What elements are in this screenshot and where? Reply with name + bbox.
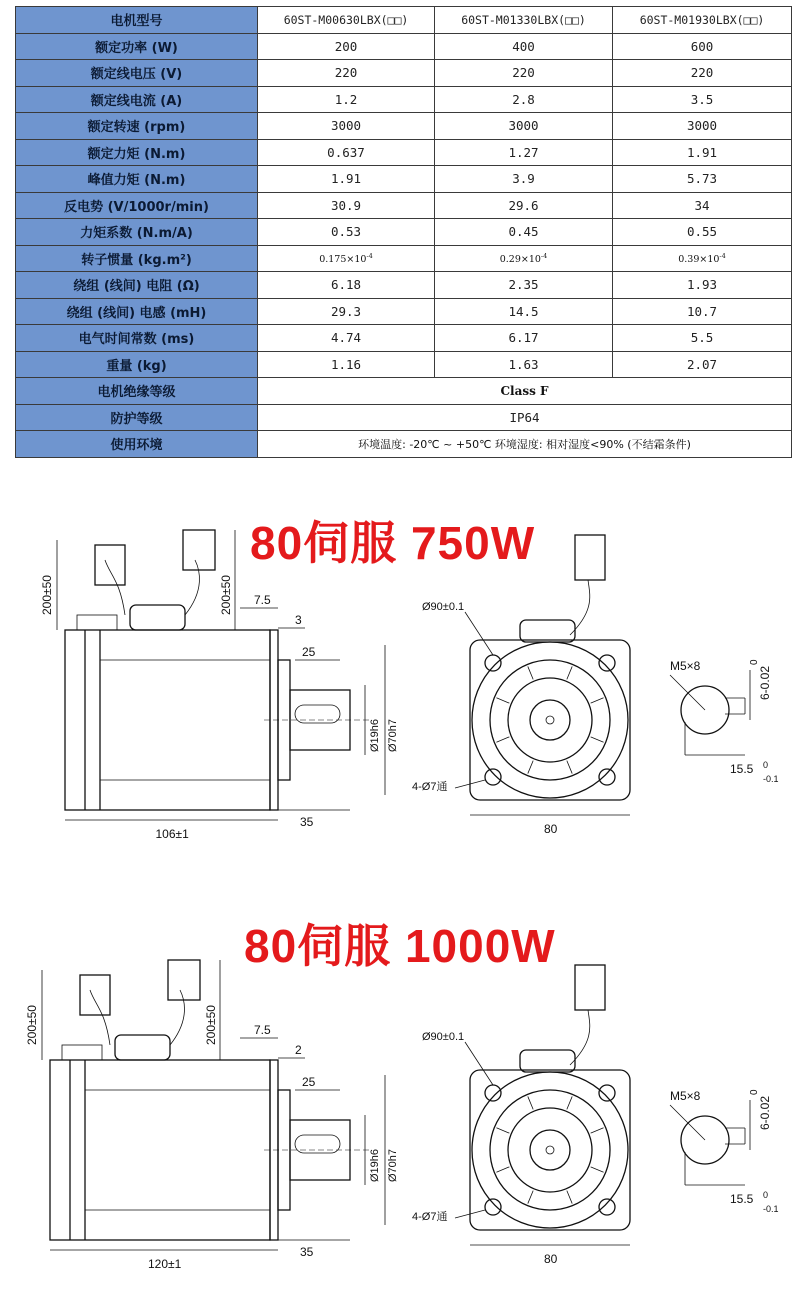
dim-key-h: 15.5 [730,762,754,776]
rib [591,1128,604,1133]
dim-key-h-lower: -0.1 [763,1204,779,1214]
row-label: 额定力矩 (N.m) [16,139,258,166]
header-label: 电机型号 [16,7,258,34]
rib [496,698,509,703]
table-cell: 1.91 [258,166,435,193]
row-label: 转子惯量 (kg.m²) [16,245,258,272]
leader [465,1042,493,1085]
motor-body [50,1060,270,1240]
mount-hole [485,769,501,785]
dim-square: 80 [544,822,558,836]
dim-shaft-dia: Ø19h6 [369,718,381,752]
connector-housing [130,605,185,630]
dim-key-len: 25 [302,1075,316,1089]
table-cell: 3.9 [435,166,613,193]
dim-key-h-upper: 0 [763,1190,769,1200]
table-row [16,60,792,87]
table-row [16,139,792,166]
dim-shaft-len: 35 [300,815,314,829]
table-cell: 600 [613,33,792,60]
table-cell: $0.29\times 10^{-4}$ [435,245,613,272]
rib [567,761,572,774]
front-connector [520,620,575,642]
rib [528,1191,533,1204]
environment-value: 环境温度: -20℃ ~ +50℃ 环境湿度: 相对湿度<90% (不结霜条件) [258,431,792,458]
dim-cable-left: 200±50 [40,575,54,615]
front-flange [470,640,630,800]
dim-shaft-step: 3 [295,613,302,627]
table-row [16,298,792,325]
plug-left [95,545,125,585]
row-label: 电气时间常数 (ms) [16,325,258,352]
plug-right [183,530,215,570]
keyway [295,1135,340,1153]
front-outer-circle [472,642,628,798]
dim-thread: M5×8 [670,659,701,673]
protection-value: IP64 [258,404,792,431]
front-plug [575,965,605,1010]
mount-hole [599,769,615,785]
table-cell: 14.5 [435,298,613,325]
front-cable [570,580,590,635]
table-cell: 0.637 [258,139,435,166]
cable [105,560,125,615]
row-label: 额定线电压 (V) [16,60,258,87]
leader [670,675,705,710]
connector-housing [115,1035,170,1060]
rib [496,1128,509,1133]
front-ring [508,1108,592,1192]
mount-hole [485,655,501,671]
dim-pilot-dia: Ø70h7 [387,718,399,752]
dim-key-w-upper: 0 [749,659,760,665]
mount-hole [599,1085,615,1101]
rib [528,761,533,774]
row-label: 反电势 (V/1000r/min) [16,192,258,219]
dim-holes: 4-Ø7通 [412,1211,448,1223]
table-cell: 10.7 [613,298,792,325]
mount-hole [485,1085,501,1101]
spec-table [15,6,792,458]
dim-key-w-upper: 0 [749,1089,760,1095]
dim-pilot-dia: Ø70h7 [387,1148,399,1182]
row-label: 绕组 (线间) 电感 (mH) [16,298,258,325]
drawing-title-1000w: 80伺服 1000W [244,920,556,972]
table-cell: 2.35 [435,272,613,299]
row-label: 额定转速 (rpm) [16,113,258,140]
dim-thread: M5×8 [670,1089,701,1103]
table-row [16,272,792,299]
drawing-title-750w: 80伺服 750W [250,517,536,569]
dim-key-h-lower: -0.1 [763,774,779,784]
table-cell: 2.07 [613,351,792,378]
table-cell: 34 [613,192,792,219]
front-thread [546,1146,554,1154]
table-cell: 0.55 [613,219,792,246]
table-cell: 6.17 [435,325,613,352]
table-cell: 200 [258,33,435,60]
front-outer-circle [472,1072,628,1228]
table-row [16,404,792,431]
motor-drawing-750w [0,520,808,850]
table-cell: 400 [435,33,613,60]
table-cell: 1.91 [613,139,792,166]
leader [670,1105,705,1140]
rib [567,1096,572,1109]
plug-left [80,975,110,1015]
table-cell: 3.5 [613,86,792,113]
row-label: 使用环境 [16,431,258,458]
dim-shaft-dia: Ø19h6 [369,1148,381,1182]
table-cell: $0.175\times 10^{-4}$ [258,245,435,272]
row-label: 防护等级 [16,404,258,431]
motor-body [65,630,270,810]
rib [567,666,572,679]
table-cell: 30.9 [258,192,435,219]
front-thread [546,716,554,724]
table-cell: 6.18 [258,272,435,299]
table-cell: 3000 [613,113,792,140]
rib [528,666,533,679]
table-row [16,378,792,405]
table-cell: 4.74 [258,325,435,352]
table-cell: 220 [613,60,792,87]
cable [170,990,184,1045]
cable [185,560,199,615]
dim-shaft-len: 35 [300,1245,314,1259]
row-label: 峰值力矩 (N.m) [16,166,258,193]
dim-key-h: 15.5 [730,1192,754,1206]
dim-key-len: 25 [302,645,316,659]
mount-hole [599,1199,615,1215]
front-plug [575,535,605,580]
row-label: 电机绝缘等级 [16,378,258,405]
dim-flange: 7.5 [254,1023,271,1037]
row-label: 力矩系数 (N.m/A) [16,219,258,246]
table-cell: 3000 [435,113,613,140]
row-label: 额定线电流 (A) [16,86,258,113]
mount-hole [485,1199,501,1215]
table-cell: 1.16 [258,351,435,378]
table-cell: 0.53 [258,219,435,246]
table-cell: 1.2 [258,86,435,113]
table-row [16,431,792,458]
model-3: 60ST-M01930LBX(□□) [613,7,792,34]
table-cell: 5.5 [613,325,792,352]
table-cell: 0.45 [435,219,613,246]
leader [465,612,493,655]
table-cell: 2.8 [435,86,613,113]
rib [591,1167,604,1172]
model-2: 60ST-M01330LBX(□□) [435,7,613,34]
cable [90,990,110,1045]
rib [496,737,509,742]
connector-base [77,615,117,630]
table-row [16,245,792,272]
row-label: 额定功率 (W) [16,33,258,60]
table-cell: 1.27 [435,139,613,166]
table-header-row [16,7,792,34]
row-label: 绕组 (线间) 电阻 (Ω) [16,272,258,299]
dim-square: 80 [544,1252,558,1266]
table-row [16,351,792,378]
table-cell: 29.6 [435,192,613,219]
table-row [16,86,792,113]
rib [567,1191,572,1204]
dim-shaft-step: 2 [295,1043,302,1057]
rib [591,698,604,703]
front-shaft [530,700,570,740]
rib [528,1096,533,1109]
connector-base [62,1045,102,1060]
front-ring [508,678,592,762]
dim-body-len: 120±1 [148,1257,182,1271]
table-row [16,113,792,140]
dim-holes: 4-Ø7通 [412,781,448,793]
table-row [16,166,792,193]
rib [496,1167,509,1172]
table-row [16,33,792,60]
dim-key-w: 6-0.02 [758,665,772,700]
plug-right [168,960,200,1000]
table-cell: 5.73 [613,166,792,193]
table-cell: 1.63 [435,351,613,378]
table-cell: 220 [435,60,613,87]
dim-key-w: 6-0.02 [758,1095,772,1130]
rib [591,737,604,742]
mount-hole [599,655,615,671]
table-cell: 3000 [258,113,435,140]
front-shaft [530,1130,570,1170]
table-row [16,219,792,246]
table-cell: 1.93 [613,272,792,299]
dim-cable-right: 200±50 [204,1005,218,1045]
dim-cable-left: 200±50 [25,1005,39,1045]
dim-flange: 7.5 [254,593,271,607]
model-1: 60ST-M00630LBX(□□) [258,7,435,34]
table-row [16,192,792,219]
front-flange [470,1070,630,1230]
table-cell: 220 [258,60,435,87]
motor-drawing-1000w [0,950,808,1280]
dim-key-h-upper: 0 [763,760,769,770]
insulation-value: Class F [258,378,792,405]
front-cable [570,1010,590,1065]
table-row [16,325,792,352]
front-connector [520,1050,575,1072]
table-cell: 29.3 [258,298,435,325]
dim-pcd: Ø90±0.1 [422,1031,465,1043]
row-label: 重量 (kg) [16,351,258,378]
dim-body-len: 106±1 [155,827,189,841]
dim-cable-right: 200±50 [219,575,233,615]
dim-pcd: Ø90±0.1 [422,601,465,613]
table-cell: $0.39\times 10^{-4}$ [613,245,792,272]
